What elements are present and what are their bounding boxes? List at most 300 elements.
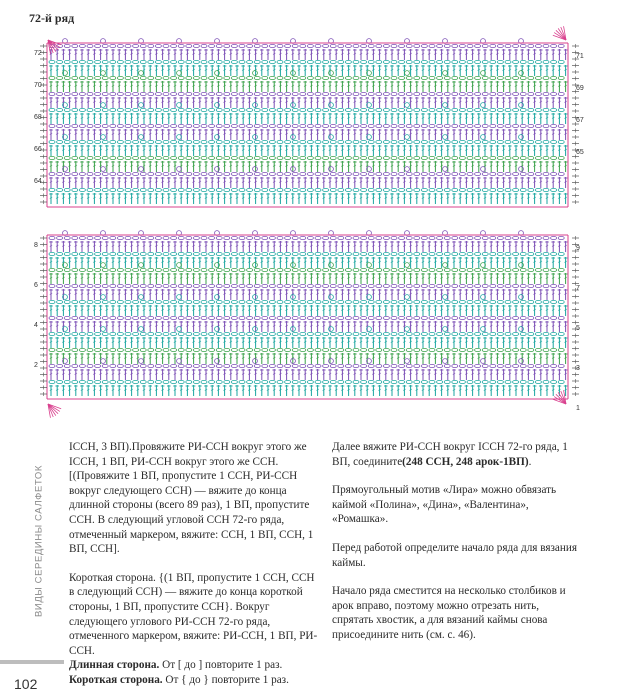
stitch-chain [95,108,101,111]
stitch-chain [72,252,78,255]
stitch-chain [323,156,329,159]
chapter-sidebar [31,436,47,646]
stitch-chain [239,76,245,79]
stitch-chain [338,60,344,63]
stitch-chain [513,268,519,271]
stitch-chain [277,76,283,79]
stitch-chain [368,60,374,63]
stitch-chain [429,188,435,191]
stitch-chain [353,140,359,143]
stitch-chain [262,108,268,111]
stitch-chain [125,268,131,271]
stitch-chain [406,156,412,159]
stitch-chain [148,332,154,335]
stitch-chain [133,348,139,351]
stitch-chain [254,348,260,351]
stitch-chain [224,268,230,271]
stitch-chain [421,108,427,111]
stitch-chain [110,108,116,111]
stitch-chain [247,44,253,47]
stitch-chain [224,380,230,383]
stitch-chain [224,284,230,287]
stitch-chain [72,348,78,351]
stitch-chain [391,332,397,335]
stitch-chain [330,140,336,143]
stitch-chain [155,284,161,287]
stitch-chain [178,316,184,319]
stitch-chain [148,380,154,383]
row-number-label: 8 [34,242,38,249]
stitch-chain [497,156,503,159]
stitch-chain [315,172,321,175]
stitch-mark [443,263,448,268]
stitch-chain [323,92,329,95]
stitch-chain [520,300,526,303]
short-side-text: От { до } повторите 1 раз. [162,673,289,686]
stitch-chain [148,92,154,95]
stitch-chain [330,188,336,191]
stitch-chain [125,92,131,95]
stitch-chain [87,236,93,239]
stitch-chain [345,92,351,95]
stitch-chain [383,300,389,303]
stitch-chain [391,156,397,159]
stitch-chain [444,268,450,271]
stitch-chain [247,348,253,351]
stitch-chain [429,172,435,175]
stitch-chain [383,140,389,143]
stitch-chain [452,60,458,63]
stitch-chain [216,268,222,271]
stitch-chain [345,380,351,383]
stitch-chain [528,44,534,47]
p1-end: . [528,455,532,468]
stitch-chain [391,92,397,95]
stitch-chain [254,252,260,255]
stitch-chain [64,284,70,287]
stitch-chain [285,188,291,191]
stitch-chain [300,140,306,143]
stitch-chain [72,284,78,287]
stitch-chain [520,76,526,79]
stitch-chain [315,124,321,127]
stitch-chain [79,188,85,191]
stitch-chain [475,172,481,175]
stitch-chain [285,124,291,127]
stitch-chain [254,76,260,79]
stitch-chain [383,252,389,255]
stitch-chain [239,236,245,239]
stitch-chain [64,332,70,335]
stitch-chain [125,380,131,383]
stitch-chain [262,380,268,383]
stitch-chain [125,188,131,191]
stitch-chain [391,44,397,47]
stitch-chain [376,172,382,175]
stitch-chain [323,140,329,143]
stitch-chain [186,348,192,351]
stitch-chain [57,188,63,191]
stitch-chain [475,380,481,383]
stitch-chain [383,76,389,79]
stitch-chain [497,380,503,383]
stitch-chain [383,284,389,287]
stitch-chain [209,252,215,255]
stitch-mark [405,167,410,172]
stitch-chain [102,300,108,303]
stitch-chain [148,140,154,143]
stitch-chain [300,188,306,191]
stitch-chain [171,316,177,319]
stitch-chain [300,124,306,127]
stitch-chain [133,300,139,303]
stitch-chain [528,236,534,239]
stitch-chain [383,380,389,383]
stitch-chain [406,348,412,351]
stitch-chain [338,44,344,47]
stitch-chain [414,124,420,127]
stitch-chain [467,300,473,303]
stitch-chain [178,236,184,239]
stitch-chain [376,316,382,319]
stitch-chain [239,332,245,335]
stitch-chain [125,76,131,79]
stitch-chain [353,348,359,351]
stitch-chain [535,348,541,351]
stitch-chain [475,188,481,191]
stitch-chain [345,124,351,127]
stitch-chain [353,44,359,47]
stitch-chain [148,268,154,271]
section-title: 72-й ряд [29,11,75,25]
stitch-chain [163,300,169,303]
stitch-chain [452,172,458,175]
stitch-chain [497,300,503,303]
stitch-chain [421,316,427,319]
stitch-chain [452,300,458,303]
stitch-chain [520,348,526,351]
stitch-chain [171,188,177,191]
stitch-chain [338,140,344,143]
stitch-chain [414,156,420,159]
stitch-chain [171,92,177,95]
stitch-chain [406,332,412,335]
stitch-chain [239,284,245,287]
stitch-chain [307,316,313,319]
stitch-chain [437,364,443,367]
stitch-chain [49,92,55,95]
stitch-chain [414,44,420,47]
stitch-chain [353,156,359,159]
stitch-chain [376,156,382,159]
stitch-chain [520,156,526,159]
stitch-chain [444,380,450,383]
stitch-chain [429,156,435,159]
stitch-mark [329,263,334,268]
stitch-chain [505,268,511,271]
stitch-chain [528,268,534,271]
stitch-chain [155,124,161,127]
stitch-chain [300,316,306,319]
stitch-chain [528,284,534,287]
stitch-chain [140,364,146,367]
stitch-chain [155,60,161,63]
stitch-chain [178,76,184,79]
stitch-chain [376,348,382,351]
stitch-chain [444,316,450,319]
stitch-chain [497,252,503,255]
stitch-chain [467,332,473,335]
stitch-chain [528,348,534,351]
stitch-chain [148,108,154,111]
stitch-chain [277,188,283,191]
stitch-chain [543,236,549,239]
stitch-chain [231,172,237,175]
stitch-chain [475,332,481,335]
stitch-chain [482,172,488,175]
stitch-chain [421,380,427,383]
stitch-chain [186,236,192,239]
stitch-chain [490,44,496,47]
stitch-chain [178,252,184,255]
stitch-chain [391,124,397,127]
stitch-chain [163,44,169,47]
stitch-chain [87,348,93,351]
stitch-chain [437,188,443,191]
stitch-chain [558,332,564,335]
stitch-chain [102,44,108,47]
stitch-chain [444,124,450,127]
stitch-chain [558,108,564,111]
stitch-chain [95,188,101,191]
stitch-chain [452,76,458,79]
stitch-chain [513,124,519,127]
stitch-chain [505,236,511,239]
stitch-chain [117,44,123,47]
row-number-label: 7 [576,285,580,292]
stitch-chain [513,284,519,287]
stitch-chain [110,348,116,351]
stitch-chain [376,124,382,127]
stitch-chain [391,236,397,239]
stitch-chain [148,252,154,255]
stitch-chain [140,348,146,351]
stitch-chain [49,284,55,287]
stitch-chain [307,108,313,111]
stitch-chain [345,188,351,191]
stitch-chain [57,92,63,95]
stitch-chain [231,236,237,239]
stitch-chain [391,268,397,271]
stitch-chain [429,348,435,351]
stitch-chain [307,300,313,303]
stitch-chain [277,172,283,175]
stitch-chain [155,348,161,351]
stitch-chain [224,316,230,319]
p1-bold: (248 ССН, 248 арок-1ВП) [402,455,529,468]
stitch-chain [148,284,154,287]
stitch-mark [405,135,410,140]
stitch-chain [102,252,108,255]
stitch-chain [437,108,443,111]
stitch-chain [345,44,351,47]
stitch-chain [338,300,344,303]
stitch-chain [186,140,192,143]
stitch-chain [543,124,549,127]
stitch-chain [277,108,283,111]
stitch-chain [535,92,541,95]
stitch-chain [543,284,549,287]
stitch-chain [551,44,557,47]
stitch-chain [330,60,336,63]
stitch-chain [307,284,313,287]
stitch-chain [391,60,397,63]
stitch-chain [452,92,458,95]
stitch-chain [79,332,85,335]
stitch-chain [254,316,260,319]
stitch-chain [528,124,534,127]
stitch-chain [558,60,564,63]
stitch-chain [406,188,412,191]
stitch-chain [528,156,534,159]
stitch-chain [277,156,283,159]
stitch-chain [64,316,70,319]
stitch-chain [383,364,389,367]
stitch-chain [49,108,55,111]
stitch-chain [110,156,116,159]
stitch-chain [383,92,389,95]
stitch-chain [437,380,443,383]
stitch-chain [421,348,427,351]
stitch-chain [171,300,177,303]
stitch-chain [87,300,93,303]
paragraph [69,658,322,673]
stitch-chain [133,76,139,79]
stitch-chain [376,252,382,255]
stitch-chain [482,76,488,79]
row-number-label: 66 [34,146,42,153]
stitch-chain [459,108,465,111]
stitch-chain [178,380,184,383]
stitch-chain [361,300,367,303]
stitch-chain [475,76,481,79]
stitch-chain [414,364,420,367]
stitch-chain [163,332,169,335]
stitch-chain [520,284,526,287]
stitch-chain [95,92,101,95]
stitch-chain [520,268,526,271]
stitch-chain [95,332,101,335]
stitch-chain [551,332,557,335]
stitch-chain [338,348,344,351]
stitch-chain [406,316,412,319]
stitch-chain [102,172,108,175]
stitch-chain [102,156,108,159]
stitch-chain [163,236,169,239]
stitch-chain [353,92,359,95]
stitch-chain [117,316,123,319]
stitch-chain [513,252,519,255]
stitch-chain [437,44,443,47]
stitch-chain [155,380,161,383]
stitch-mark [405,263,410,268]
stitch-chain [505,172,511,175]
stitch-chain [406,300,412,303]
stitch-chain [193,60,199,63]
stitch-chain [353,124,359,127]
stitch-chain [140,92,146,95]
stitch-chain [315,300,321,303]
stitch-chain [558,348,564,351]
stitch-chain [482,332,488,335]
stitch-chain [513,332,519,335]
stitch-chain [353,380,359,383]
stitch-chain [391,300,397,303]
stitch-chain [285,236,291,239]
stitch-chain [330,348,336,351]
stitch-chain [368,92,374,95]
stitch-chain [490,172,496,175]
stitch-chain [49,172,55,175]
stitch-chain [285,140,291,143]
stitch-chain [338,76,344,79]
stitch-mark [443,103,448,108]
stitch-chain [345,108,351,111]
stitch-chain [338,108,344,111]
stitch-chain [110,188,116,191]
stitch-chain [64,172,70,175]
stitch-chain [148,124,154,127]
stitch-chain [117,92,123,95]
stitch-chain [437,92,443,95]
stitch-chain [186,364,192,367]
stitch-chain [117,348,123,351]
stitch-chain [528,92,534,95]
stitch-chain [117,76,123,79]
stitch-chain [186,188,192,191]
stitch-chain [133,44,139,47]
stitch-chain [178,284,184,287]
stitch-chain [497,268,503,271]
stitch-chain [475,92,481,95]
stitch-chain [277,44,283,47]
stitch-chain [155,76,161,79]
stitch-chain [467,236,473,239]
stitch-chain [459,316,465,319]
stitch-mark [405,295,410,300]
stitch-chain [133,108,139,111]
stitch-chain [262,76,268,79]
stitch-chain [262,252,268,255]
stitch-chain [315,156,321,159]
stitch-chain [193,236,199,239]
stitch-chain [459,284,465,287]
stitch-chain [323,364,329,367]
stitch-chain [117,172,123,175]
stitch-chain [193,268,199,271]
stitch-chain [323,348,329,351]
stitch-chain [558,140,564,143]
stitch-chain [535,156,541,159]
stitch-chain [269,76,275,79]
stitch-chain [224,348,230,351]
stitch-chain [193,380,199,383]
stitch-chain [300,348,306,351]
stitch-mark [405,103,410,108]
stitch-chain [186,108,192,111]
stitch-chain [376,60,382,63]
paragraph: Начало ряда сместится на несколько столбиков и арок вправо, поэтому можно отрезать нить, спрятать хвостик, а для вязаний каймы снова присоедините нить (см. с. 46). [332,585,566,641]
